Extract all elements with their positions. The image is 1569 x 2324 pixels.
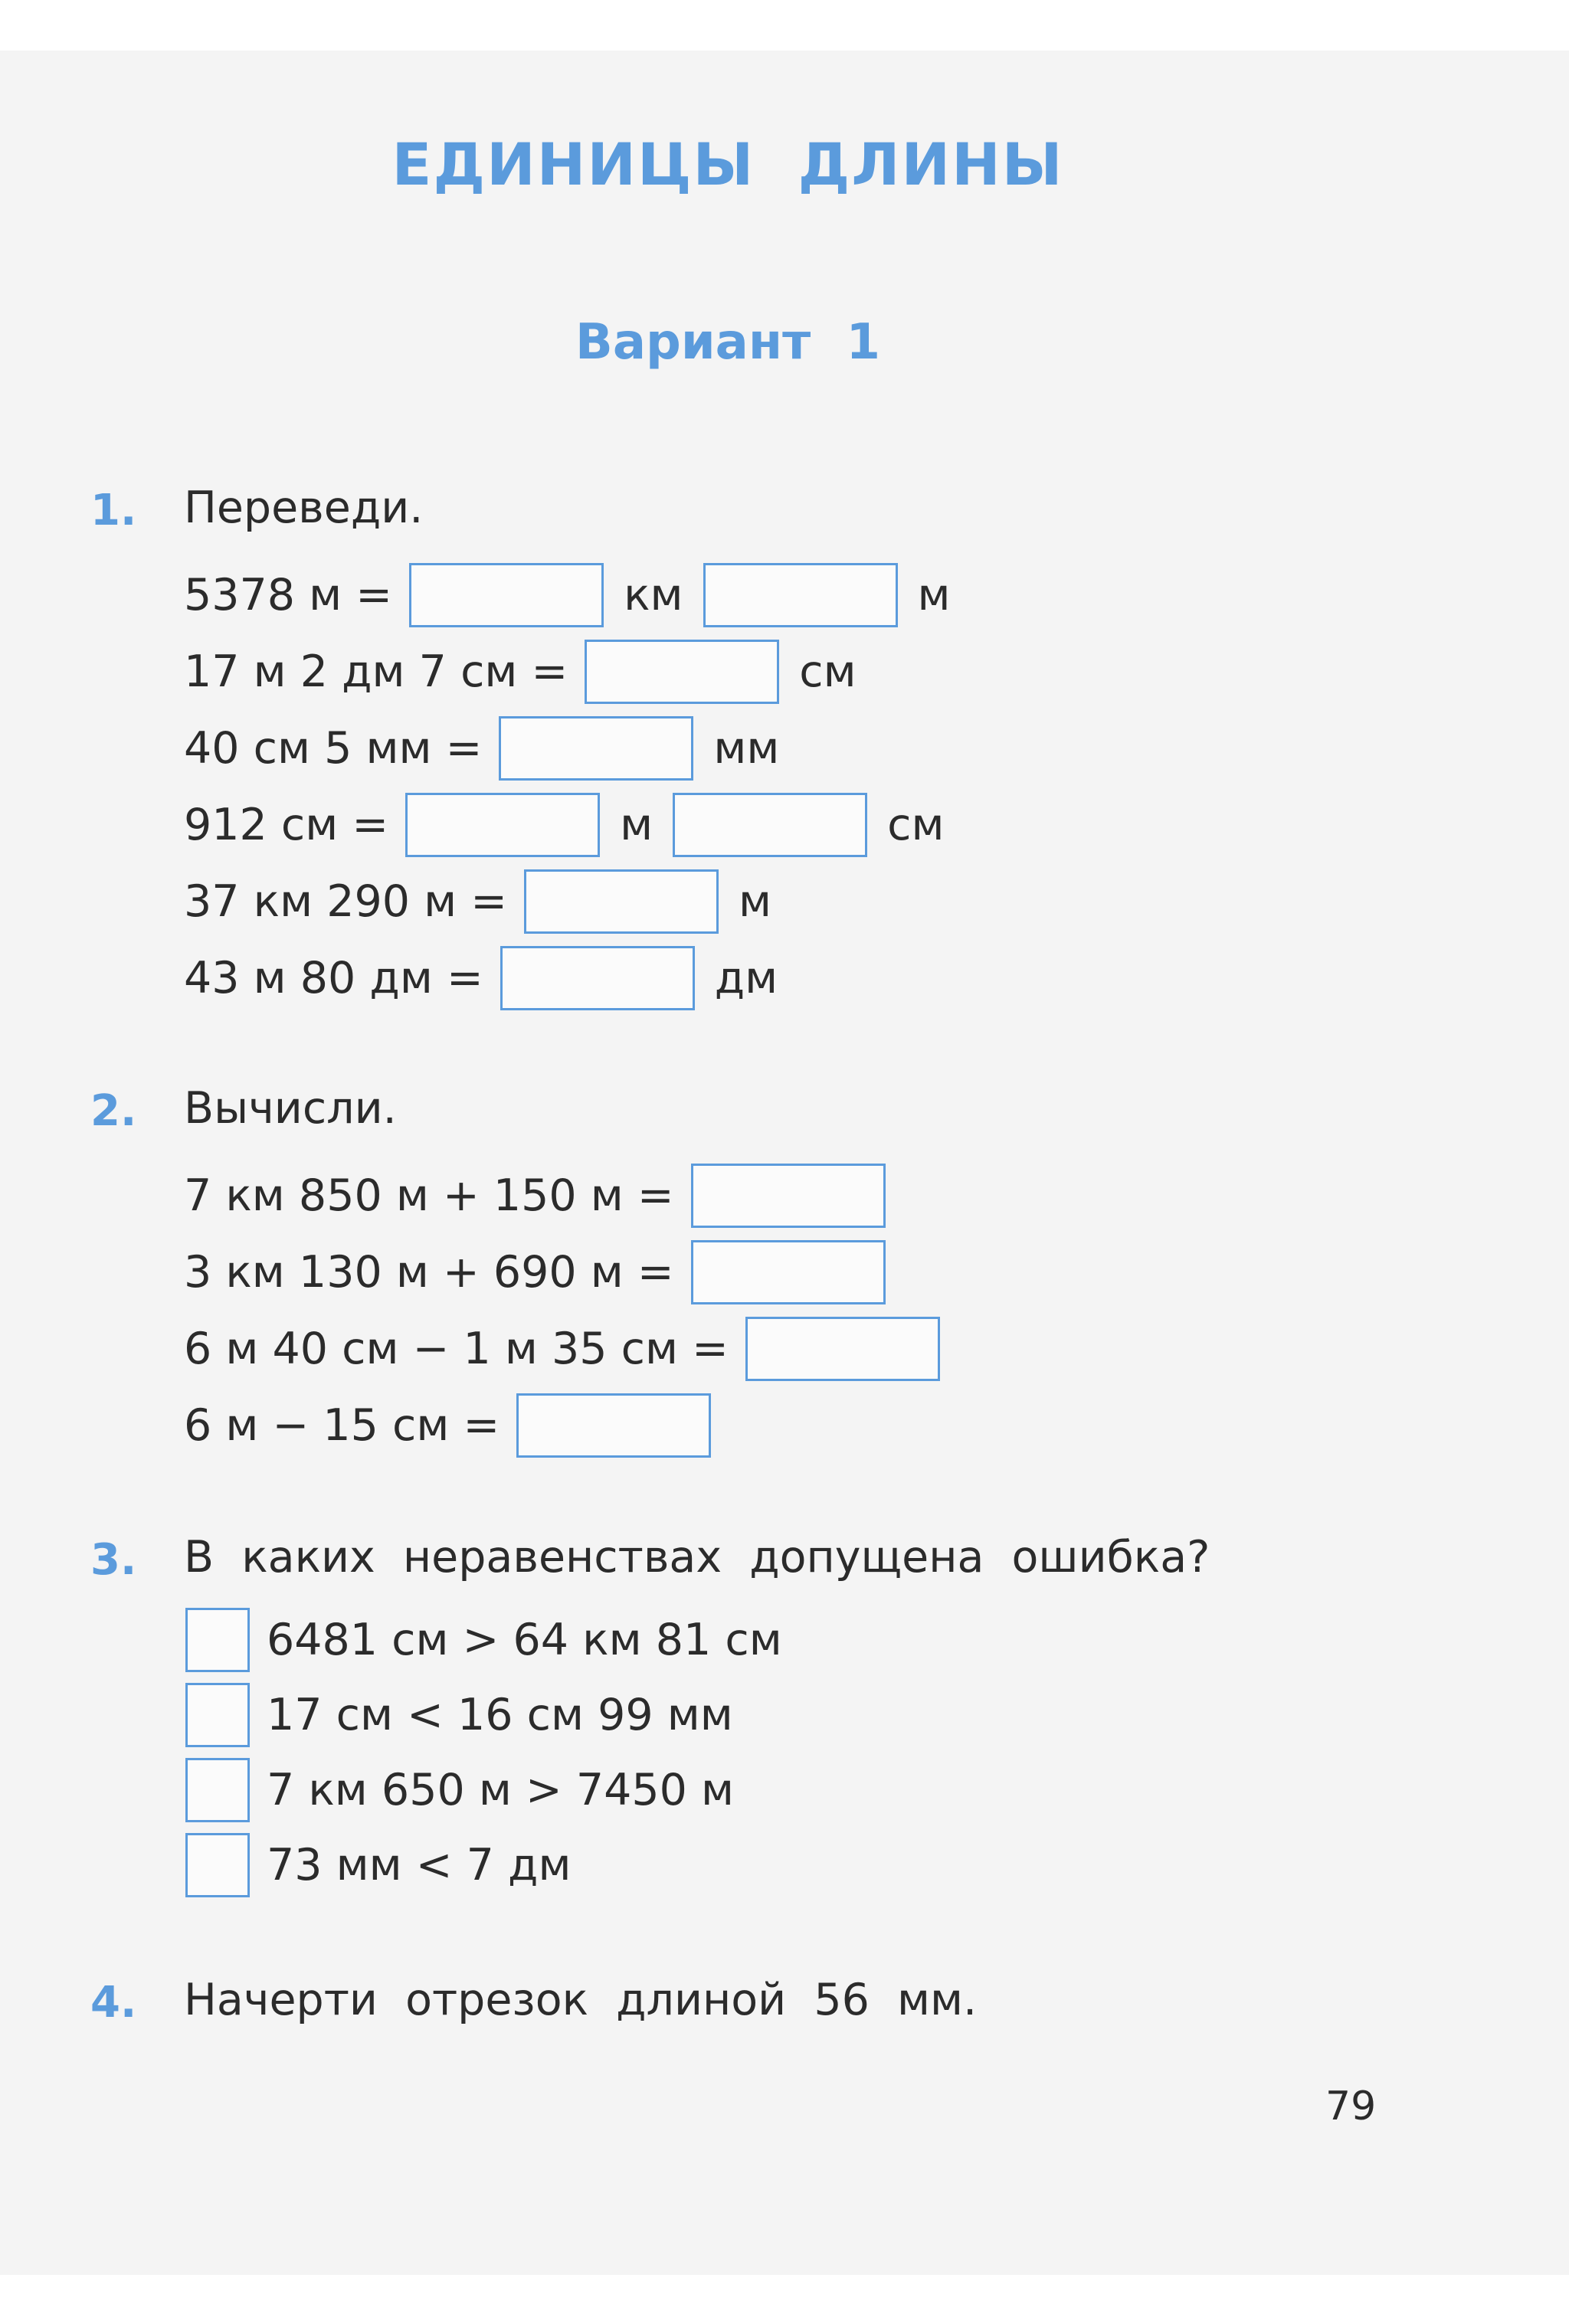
expression: 6 м − 15 см = (184, 1400, 500, 1451)
inequality-item (185, 1831, 571, 1900)
answer-box[interactable] (691, 1240, 886, 1304)
expression: 17 м 2 дм 7 см = (184, 646, 568, 697)
answer-box[interactable] (703, 563, 898, 627)
task-1-prompt: Переведи. (184, 483, 424, 533)
inequality-text: 73 мм < 7 дм (267, 1840, 572, 1890)
task-1-row (184, 561, 951, 630)
task-3-number: 3. (90, 1535, 137, 1585)
answer-checkbox[interactable] (185, 1683, 250, 1747)
expression: 40 см 5 мм = (184, 723, 483, 774)
unit-label: м (620, 800, 653, 850)
expression: 6 м 40 см − 1 м 35 см = (184, 1324, 729, 1374)
unit-label: мм (713, 723, 780, 774)
answer-box[interactable] (585, 640, 779, 704)
page-title: ЕДИНИЦЫ ДЛИНЫ (391, 130, 1064, 198)
task-2-prompt: Вычисли. (184, 1083, 397, 1134)
task-2-row (184, 1238, 886, 1307)
unit-label: км (624, 570, 683, 620)
unit-label: м (917, 570, 951, 620)
task-1-row (184, 714, 779, 783)
unit-label: см (887, 800, 945, 850)
task-1-number: 1. (90, 486, 137, 535)
inequality-text: 7 км 650 м > 7450 м (267, 1765, 735, 1815)
answer-box[interactable] (409, 563, 604, 627)
expression: 3 км 130 м + 690 м = (184, 1247, 674, 1298)
task-4-number: 4. (90, 1978, 137, 2028)
task-2-row (184, 1391, 711, 1460)
task-2-number: 2. (90, 1086, 137, 1136)
page-number: 79 (1325, 2083, 1377, 2129)
task-1-row (184, 944, 778, 1013)
answer-box[interactable] (499, 716, 693, 781)
task-4-prompt: Начерти отрезок длиной 56 мм. (184, 1975, 978, 2025)
inequality-text: 17 см < 16 см 99 мм (267, 1690, 733, 1740)
inequality-item (185, 1606, 782, 1674)
task-3-prompt: В каких неравенствах допущена ошибка? (184, 1532, 1210, 1583)
task-1-row (184, 867, 771, 936)
unit-label: дм (714, 953, 778, 1003)
answer-box[interactable] (500, 946, 695, 1010)
expression: 7 км 850 м + 150 м = (184, 1170, 674, 1221)
task-2-row (184, 1161, 886, 1230)
task-1-row (184, 790, 945, 859)
inequality-item (185, 1681, 733, 1750)
inequality-text: 6481 см > 64 км 81 см (267, 1615, 782, 1665)
expression: 43 м 80 дм = (184, 953, 483, 1003)
answer-box[interactable] (524, 869, 719, 934)
answer-box[interactable] (673, 793, 867, 857)
unit-label: см (799, 646, 857, 697)
expression: 5378 м = (184, 570, 393, 620)
expression: 912 см = (184, 800, 389, 850)
unit-label: м (739, 876, 772, 927)
expression: 37 км 290 м = (184, 876, 507, 927)
answer-checkbox[interactable] (185, 1833, 250, 1897)
variant-title: Вариант 1 (575, 314, 880, 371)
answer-box[interactable] (745, 1317, 940, 1381)
answer-box[interactable] (691, 1164, 886, 1228)
answer-box[interactable] (516, 1393, 711, 1458)
answer-checkbox[interactable] (185, 1608, 250, 1672)
task-2-row (184, 1314, 940, 1383)
inequality-item (185, 1756, 734, 1825)
answer-box[interactable] (405, 793, 600, 857)
answer-checkbox[interactable] (185, 1758, 250, 1822)
task-1-row (184, 637, 857, 706)
